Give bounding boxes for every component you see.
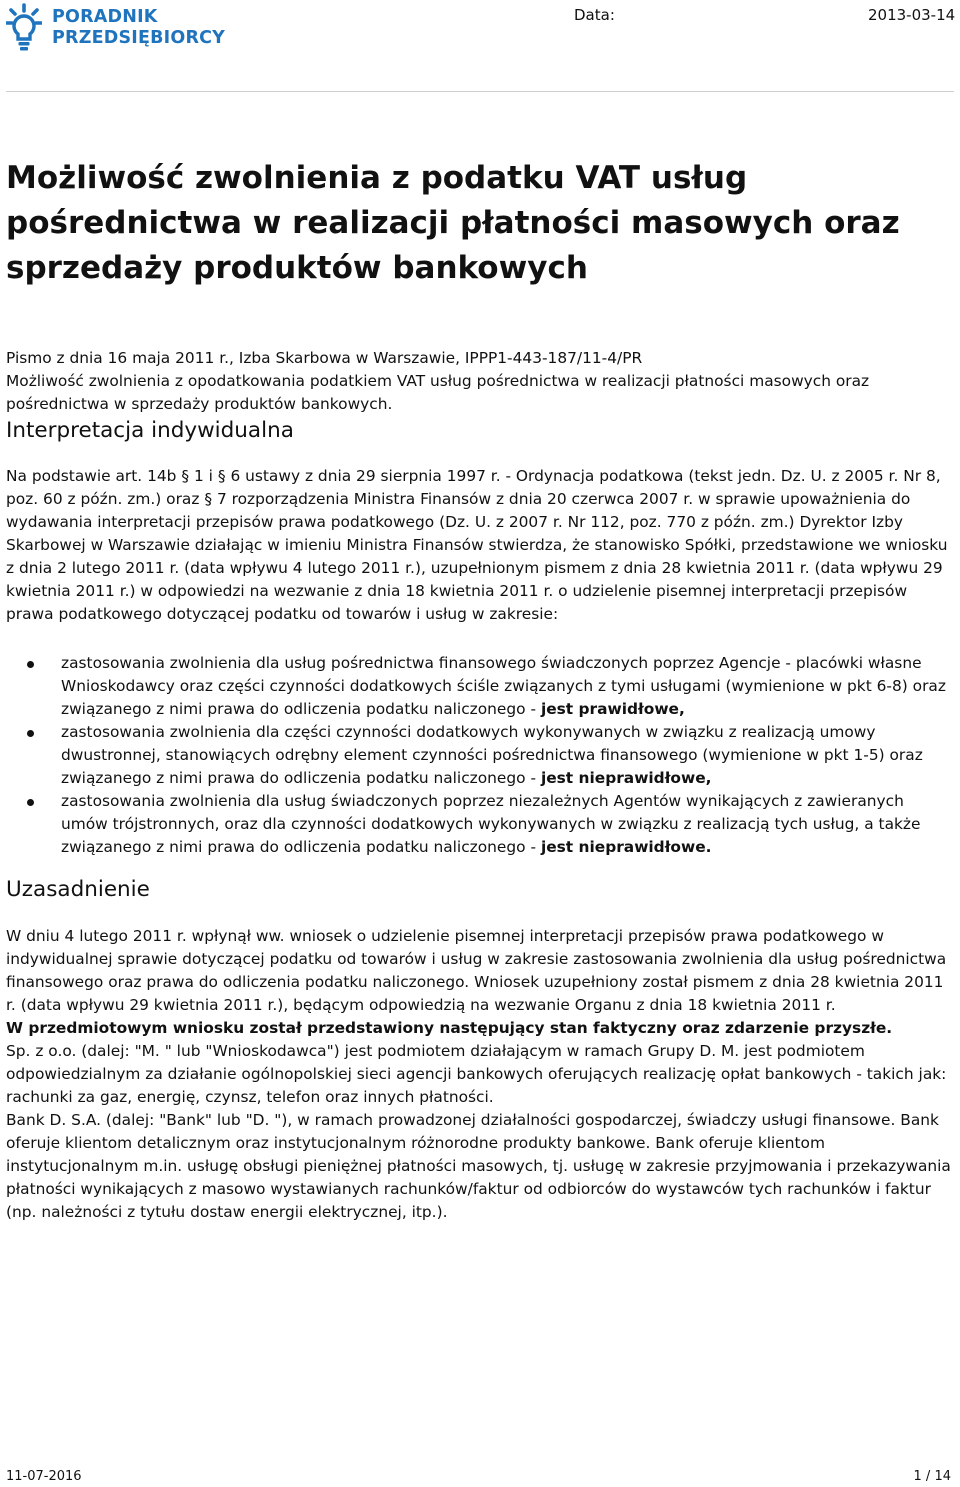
legal-basis-part-3: 6 ustawy z dnia 29 sierpnia 1997 r. - Ordynacja podatkowa (tekst jedn. Dz. U. z 2005 r. Nr 8, poz. 60 z późn. zm.) oraz (6, 467, 941, 508)
logo-wordmark (52, 7, 225, 49)
section-sign: § (217, 467, 226, 485)
list-item (61, 652, 954, 721)
paragraph: W dniu 4 lutego 2011 r. wpłynął ww. wniosek o udzielenie pisemnej interpretacji przepisów prawa podatkowego w indywidualnej sprawie dotyczącej podatku od towarów i usług w zakresie zastosowania zwolnienia dla usług pośrednictwa finansowego oraz prawa do odliczenia podatku naliczonego. Wniosek uzupełniony został pismem z dnia 28 kwietnia 2011 r. (data wpływu 29 kwietnia 2011 r.), będącym odpowiedzią na wezwanie Organu z dnia 18 kwietnia 2011 r. (6, 927, 947, 1014)
legal-basis (6, 465, 954, 626)
list-item (61, 790, 954, 859)
interpretation-heading: Interpretacja indywidualna (6, 418, 294, 443)
list-item-text: zastosowania zwolnienia dla usług pośrednictwa finansowego świadczonych poprzez Agencje - placówki własne Wnioskodawcy oraz części czynności dodatkowych ściśle związanych z tymi usługami (wymienione w pkt 6-8) oraz związanego z nimi prawa do odliczenia podatku naliczonego - (61, 654, 946, 718)
legal-basis-part-2: 1 i (193, 467, 213, 485)
paragraph: Sp. z o.o. (dalej: "M. " lub "Wnioskodawca") jest podmiotem działającym w ramach Grupy D. M. jest podmiotem odpowiedzialnym za działanie ogólnopolskiej sieci agencji bankowych oferujących realizację opłat bankowych - takich jak: rachunki za gaz, energię, czynsz, telefon oraz innych płatności. (6, 1042, 947, 1106)
header-divider (6, 91, 954, 92)
verdict-list (6, 652, 954, 859)
list-item (61, 721, 954, 790)
site-logo[interactable] (6, 3, 225, 55)
list-item-verdict: jest nieprawidłowe, (540, 769, 712, 787)
legal-basis-part-1: Na podstawie art. 14b (6, 467, 177, 485)
list-item-verdict: jest prawidłowe, (540, 700, 685, 718)
paragraph: Bank D. S.A. (dalej: "Bank" lub "D. "), w ramach prowadzonej działalności gospodarczej, świadczy usługi finansowe. Bank oferuje klientom detalicznym oraz instytucjonalnym różnorodne produkty bankowe. Bank oferuje klientom instytucjonalnym m.in. usługę obsługi pieniężnej płatności masowych, tj. usługę w zakresie przyjmowania i przekazywania płatności wynikających z masowo wystawianych rachunków/faktur od odbiorców do wystawców tych rachunków i faktur (np. należności z tytułu dostaw energii elektrycznej, itp.). (6, 1111, 951, 1221)
section-sign: § (181, 467, 190, 485)
list-item-text: zastosowania zwolnienia dla usług świadczonych poprzez niezależnych Agentów wynikających z zawieranych umów trójstronnych, oraz dla czynności dodatkowych wykonywanych w związku z realizacją tych usług, a także związanego z nimi prawa do odliczenia podatku naliczonego - (61, 792, 921, 856)
page-number: 1 / 14 (913, 1469, 951, 1484)
page-title: Możliwość zwolnienia z podatku VAT usług pośrednictwa w realizacji płatności masowych oraz sprzedaży produktów bankowych (6, 160, 900, 286)
source-line: Pismo z dnia 16 maja 2011 r., Izba Skarbowa w Warszawie, IPPP1-443-187/11-4/PR (6, 349, 643, 367)
date-value: 2013-03-14 (868, 6, 956, 24)
justification-heading: Uzasadnienie (6, 877, 150, 902)
paragraph-bold: W przedmiotowym wniosku został przedstawiony następujący stan faktyczny oraz zdarzenie przyszłe. (6, 1019, 893, 1037)
legal-basis-part-4: 7 rozporządzenia Ministra Finansów z dnia 20 czerwca 2007 r. w sprawie upoważnienia do wydawania interpretacji przepisów prawa podatkowego (Dz. U. z 2007 r. Nr 112, poz. 770 z późn. zm.) Dyrektor Izby Skarbowej w Warszawie działając w imieniu Ministra Finansów stwierdza, że stanowisko Spółki, przedstawione we wniosku z dnia 2 lutego 2011 r. (data wpływu 4 lutego 2011 r.), uzupełnionym pismem z dnia 28 kwietnia 2011 r. (data wpływu 29 kwietnia 2011 r.) w odpowiedzi na wezwanie z dnia 18 kwietnia 2011 r. o udzielenie pisemnej interpretacji przepisów prawa podatkowego dotyczącej podatku od towarów i usług w zakresie: (6, 490, 948, 623)
section-sign: § (204, 490, 213, 508)
lightbulb-icon (6, 3, 42, 53)
logo-line-1: PORADNIK (52, 7, 158, 27)
date-label: Data: (574, 6, 615, 24)
logo-line-2: PRZEDSIĘBIORCY (52, 28, 226, 48)
list-item-text: zastosowania zwolnienia dla części czynności dodatkowych wykonywanych w związku z realizacją umowy dwustronnej, stanowiących odrębny element czynności pośrednictwa finansowego (wymienione w pkt 1-5) oraz związanego z nimi prawa do odliczenia podatku naliczonego - (61, 723, 923, 787)
paragraph (6, 1017, 954, 1040)
document-body (6, 347, 954, 1224)
footer-date: 11-07-2016 (6, 1469, 82, 1484)
summary: Możliwość zwolnienia z opodatkowania podatkiem VAT usług pośrednictwa w realizacji płatności masowych oraz pośrednictwa w sprzedaży produktów bankowych. (6, 372, 870, 413)
list-item-verdict: jest nieprawidłowe. (540, 838, 712, 856)
